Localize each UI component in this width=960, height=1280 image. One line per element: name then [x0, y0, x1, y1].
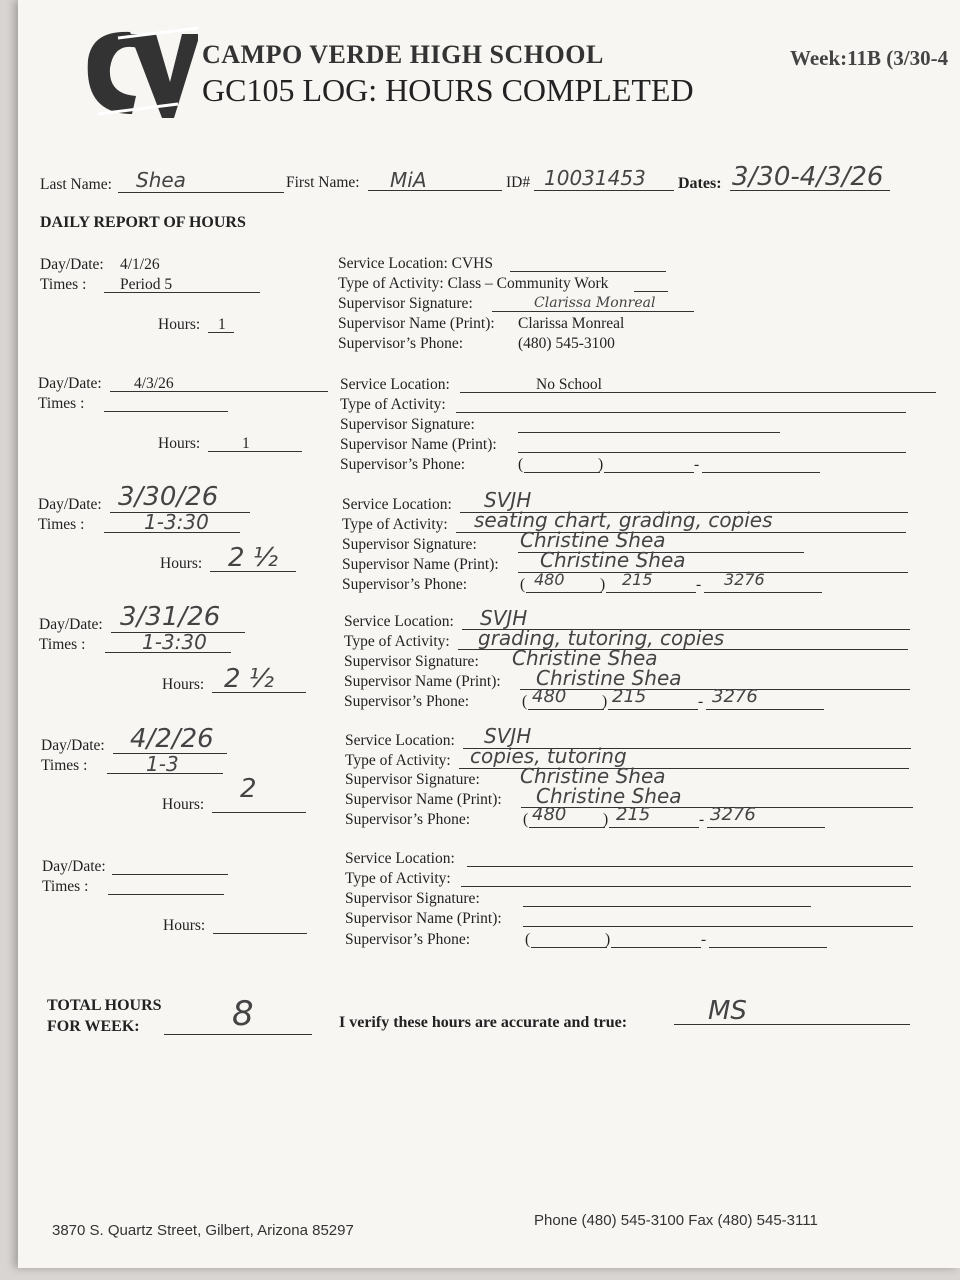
day-date-value[interactable]: 3/30/26 — [118, 482, 219, 512]
phone-dash: - — [694, 456, 700, 473]
hours-label: Hours: — [162, 676, 205, 693]
times-label: Times : — [39, 636, 86, 653]
phone-prefix[interactable]: 215 — [616, 804, 651, 825]
supervisor-name-label: Supervisor Name (Print): — [345, 791, 502, 808]
phone-open-paren: ( — [520, 576, 526, 593]
service-location-value[interactable]: SVJH — [484, 488, 532, 512]
phone-close-paren: ) — [602, 693, 608, 710]
supervisor-phone-label: Supervisor’s Phone: — [344, 693, 470, 710]
day-date-label: Day/Date: — [40, 256, 104, 273]
total-hours-label-line1: TOTAL HOURS — [47, 997, 162, 1014]
supervisor-signature-label: Supervisor Signature: — [344, 653, 479, 670]
phone-dash: - — [701, 931, 707, 948]
phone-close-paren: ) — [605, 931, 611, 948]
activity-label: Type of Activity: Class – Community Work — [338, 275, 609, 292]
activity-value[interactable]: Class – Community Work — [447, 275, 609, 292]
supervisor-phone-label: Supervisor’s Phone: — [342, 576, 468, 593]
section-title: DAILY REPORT OF HOURS — [40, 214, 246, 231]
times-value[interactable]: 1-3:30 — [144, 510, 209, 534]
times-label: Times : — [41, 757, 88, 774]
times-value[interactable]: Period 5 — [120, 276, 173, 293]
log-title: GC105 LOG: HOURS COMPLETED — [202, 72, 694, 108]
supervisor-name-label: Supervisor Name (Print): — [342, 556, 499, 573]
school-logo — [78, 22, 198, 122]
supervisor-name-label: Supervisor Name (Print): — [340, 436, 497, 453]
phone-line[interactable]: 3276 — [710, 804, 756, 825]
phone-open-paren: ( — [525, 931, 531, 948]
service-location-label: Service Location: — [340, 376, 450, 393]
day-date-label: Day/Date: — [41, 737, 105, 754]
phone-open-paren: ( — [523, 811, 529, 828]
verify-label: I verify these hours are accurate and true: — [339, 1014, 628, 1031]
first-name-label: First Name: — [286, 174, 360, 191]
day-date-label: Day/Date: — [38, 375, 102, 392]
log-sheet — [18, 0, 960, 1268]
supervisor-signature-value[interactable]: Christine Shea — [512, 646, 658, 670]
supervisor-phone-label: Supervisor’s Phone: — [340, 456, 466, 473]
id-label: ID# — [506, 174, 531, 191]
supervisor-phone-label: Supervisor’s Phone: — [338, 335, 464, 352]
phone-line[interactable]: 3276 — [724, 570, 765, 589]
times-value[interactable]: 1-3:30 — [142, 630, 207, 654]
hours-label: Hours: — [160, 555, 203, 572]
phone-dash: - — [699, 811, 705, 828]
verify-initials[interactable]: MS — [708, 996, 747, 1026]
day-date-value[interactable]: 4/1/26 — [120, 256, 160, 273]
phone-dash: - — [696, 576, 702, 593]
service-location-label: Service Location: — [345, 850, 455, 867]
phone-area[interactable]: 480 — [534, 570, 565, 589]
activity-label: Type of Activity: — [344, 633, 450, 650]
supervisor-signature-value[interactable]: Christine Shea — [520, 528, 666, 552]
supervisor-signature-label: Supervisor Signature: — [345, 771, 480, 788]
hours-label: Hours: — [158, 435, 201, 452]
times-label: Times : — [38, 516, 85, 533]
activity-value[interactable]: seating chart, grading, copies — [474, 508, 773, 532]
supervisor-phone-value[interactable]: (480) 545-3100 — [518, 335, 615, 352]
dates-value[interactable]: 3/30-4/3/26 — [732, 162, 884, 192]
supervisor-name-value[interactable]: Christine Shea — [540, 548, 686, 572]
service-location-value[interactable]: CVHS — [451, 255, 493, 272]
activity-value[interactable]: copies, tutoring — [470, 744, 627, 768]
week-label: Week:11B (3/30-4 — [790, 46, 949, 70]
phone-prefix[interactable]: 215 — [622, 570, 653, 589]
supervisor-signature-label: Supervisor Signature: — [342, 536, 477, 553]
supervisor-signature-label: Supervisor Signature: — [340, 416, 475, 433]
hours-value[interactable]: 2 ½ — [224, 664, 275, 694]
supervisor-name-label: Supervisor Name (Print): — [345, 910, 502, 927]
day-date-label: Day/Date: — [42, 858, 106, 875]
supervisor-name-label: Supervisor Name (Print): — [344, 673, 501, 690]
total-hours-label-line2: FOR WEEK: — [47, 1018, 140, 1035]
hours-label: Hours: — [158, 316, 201, 333]
activity-label: Type of Activity: — [342, 516, 448, 533]
activity-value[interactable]: grading, tutoring, copies — [478, 626, 725, 650]
phone-close-paren: ) — [603, 811, 609, 828]
hours-value[interactable]: 2 ½ — [228, 543, 279, 573]
hours-value[interactable]: 1 — [242, 435, 250, 452]
supervisor-name-value[interactable]: Christine Shea — [536, 666, 682, 690]
supervisor-signature-value[interactable]: Clarissa Monreal — [534, 295, 656, 311]
phone-area[interactable]: 480 — [532, 686, 567, 707]
hours-label: Hours: — [163, 917, 206, 934]
service-location-label: Service Location: CVHS — [338, 255, 493, 272]
service-location-label: Service Location: — [344, 613, 454, 630]
activity-label: Type of Activity: — [345, 752, 451, 769]
times-label: Times : — [40, 276, 87, 293]
total-hours-value[interactable]: 8 — [232, 994, 254, 1034]
supervisor-signature-label: Supervisor Signature: — [345, 890, 480, 907]
day-date-label: Day/Date: — [38, 496, 102, 513]
phone-area[interactable]: 480 — [532, 804, 567, 825]
activity-label: Type of Activity: — [345, 870, 451, 887]
phone-close-paren: ) — [598, 456, 604, 473]
service-location-label: Service Location: — [345, 732, 455, 749]
day-date-value[interactable]: 4/3/26 — [134, 375, 174, 392]
school-name: CAMPO VERDE HIGH SCHOOL — [202, 40, 604, 69]
times-value[interactable]: 1-3 — [146, 752, 179, 776]
footer-phone-fax: Phone (480) 545-3100 Fax (480) 545-3111 — [534, 1212, 818, 1229]
day-date-label: Day/Date: — [39, 616, 103, 633]
supervisor-signature-value[interactable]: Christine Shea — [520, 764, 666, 788]
supervisor-name-value[interactable]: Christine Shea — [536, 784, 682, 808]
service-location-value[interactable]: No School — [536, 376, 602, 393]
id-value[interactable]: 10031453 — [544, 166, 646, 190]
phone-line[interactable]: 3276 — [712, 686, 758, 707]
times-label: Times : — [38, 395, 85, 412]
phone-open-paren: ( — [522, 693, 528, 710]
phone-dash: - — [698, 693, 704, 710]
activity-label: Type of Activity: — [340, 396, 446, 413]
hours-value[interactable]: 2 — [240, 774, 257, 804]
times-label: Times : — [42, 878, 89, 895]
first-name-value[interactable]: MiA — [390, 168, 427, 192]
service-location-label: Service Location: — [342, 496, 452, 513]
day-date-value[interactable]: 3/31/26 — [120, 602, 221, 632]
last-name-label: Last Name: — [40, 176, 112, 193]
hours-value[interactable]: 1 — [218, 316, 226, 333]
phone-open-paren: ( — [518, 456, 524, 473]
day-date-value[interactable]: 4/2/26 — [130, 724, 214, 754]
dates-label: Dates: — [678, 175, 722, 192]
supervisor-name-label: Supervisor Name (Print): — [338, 315, 495, 332]
supervisor-name-value[interactable]: Clarissa Monreal — [518, 315, 625, 332]
supervisor-phone-label: Supervisor’s Phone: — [345, 931, 471, 948]
supervisor-phone-label: Supervisor’s Phone: — [345, 811, 471, 828]
phone-prefix[interactable]: 215 — [612, 686, 647, 707]
service-location-value[interactable]: SVJH — [480, 606, 528, 630]
footer-address: 3870 S. Quartz Street, Gilbert, Arizona 85297 — [52, 1222, 354, 1239]
hours-label: Hours: — [162, 796, 205, 813]
phone-close-paren: ) — [600, 576, 606, 593]
supervisor-signature-label: Supervisor Signature: — [338, 295, 473, 312]
last-name-value[interactable]: Shea — [136, 168, 186, 192]
service-location-value[interactable]: SVJH — [484, 724, 532, 748]
